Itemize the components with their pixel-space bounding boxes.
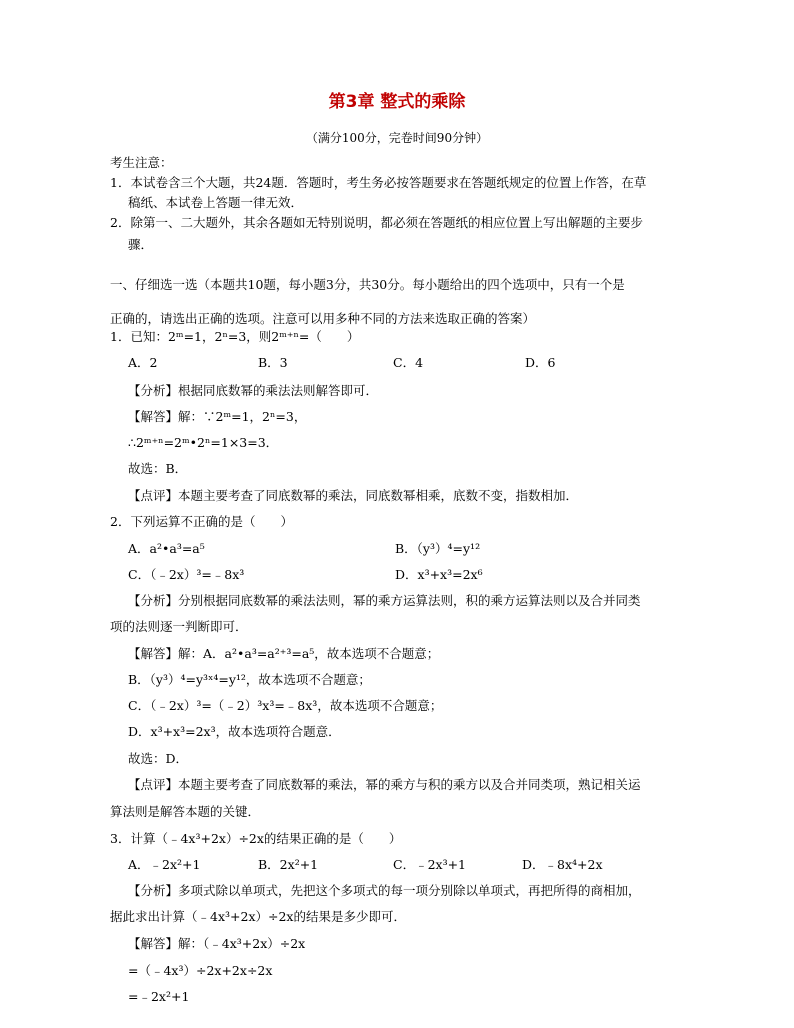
q1-option-c: C．4 <box>393 355 424 370</box>
section-heading: 一、仔细选一选（本题共10题，每小题3分，共30分。每小题给出的四个选项中，只有一个是 <box>110 277 625 292</box>
q3-solution: =（﹣4x³）÷2x+2x÷2x <box>128 963 273 978</box>
q2-comment-cont: 算法则是解答本题的关键． <box>110 804 261 819</box>
q2-solution: 【解答】解：A．a²•a³=a²⁺³=a⁵，故本选项不合题意； <box>128 646 440 661</box>
notice-heading: 考生注意： <box>110 155 173 170</box>
q1-option-a: A．2 <box>128 355 158 370</box>
notice-line: 2．除第一、二大题外，其余各题如无特别说明，都必须在答题纸的相应位置上写出解题的主要步 <box>110 215 643 230</box>
q2-solution: C．（﹣2x）³=（﹣2）³x³=﹣8x³，故本选项不合题意； <box>128 698 443 713</box>
notice-line: 1．本试卷含三个大题，共24题．答题时，考生务必按答题要求在答题纸规定的位置上作答，在草 <box>110 175 647 190</box>
q1-answer: 故选：B． <box>128 461 188 476</box>
q2-analysis: 【分析】分别根据同底数幂的乘法法则，幂的乘方运算法则，积的乘方运算法则以及合并同类 <box>128 593 641 608</box>
q2-option-b: B．（y³）⁴=y¹² <box>395 541 481 556</box>
page-title: 第3章 整式的乘除 <box>328 92 466 112</box>
q2-comment: 【点评】本题主要考查了同底数幂的乘法，幂的乘方与积的乘方以及合并同类项，熟记相关运 <box>128 777 641 792</box>
notice-line: 稿纸、本试卷上答题一律无效． <box>128 195 304 210</box>
q2-option-c: C．（﹣2x）³=﹣8x³ <box>128 567 245 582</box>
q3-option-c: C．﹣2x³+1 <box>393 857 467 872</box>
question-1-stem: 1．已知：2ᵐ=1，2ⁿ=3，则2ᵐ⁺ⁿ=（ ） <box>110 329 360 344</box>
q2-solution: D．x³+x³=2x³，故本选项符合题意． <box>128 724 341 739</box>
page-subtitle: （满分100分，完卷时间90分钟） <box>305 131 489 145</box>
q1-option-d: D．6 <box>525 355 556 370</box>
question-3-stem: 3．计算（﹣4x³+2x）÷2x的结果正确的是（ ） <box>110 831 402 846</box>
q3-option-b: B．2x²+1 <box>258 857 319 872</box>
question-2-stem: 2．下列运算不正确的是（ ） <box>110 514 293 529</box>
q1-option-b: B．3 <box>258 355 288 370</box>
q2-option-d: D．x³+x³=2x⁶ <box>395 567 483 582</box>
q3-solution: =﹣2x²+1 <box>128 989 190 1004</box>
q1-analysis: 【分析】根据同底数幂的乘法法则解答即可． <box>128 383 379 398</box>
section-heading-cont: 正确的，请选出正确的选项。注意可以用多种不同的方法来选取正确的答案） <box>110 311 536 326</box>
q1-solution: ∴2ᵐ⁺ⁿ=2ᵐ•2ⁿ=1×3=3． <box>128 435 279 450</box>
q3-option-d: D．﹣8x⁴+2x <box>522 857 603 872</box>
q1-comment: 【点评】本题主要考查了同底数幂的乘法，同底数幂相乘，底数不变，指数相加． <box>128 488 579 503</box>
q1-solution: 【解答】解：∵2ᵐ=1，2ⁿ=3， <box>128 409 307 424</box>
notice-line: 骤． <box>128 237 154 252</box>
q3-analysis: 【分析】多项式除以单项式，先把这个多项式的每一项分别除以单项式，再把所得的商相加， <box>128 883 641 898</box>
q2-option-a: A．a²•a³=a⁵ <box>128 541 205 556</box>
q2-solution: B．（y³）⁴=y³ˣ⁴=y¹²，故本选项不合题意； <box>128 672 371 687</box>
q3-option-a: A．﹣2x²+1 <box>128 857 201 872</box>
q2-analysis-cont: 项的法则逐一判断即可． <box>110 619 248 634</box>
q2-answer: 故选：D． <box>128 751 189 766</box>
q3-solution: 【解答】解：（﹣4x³+2x）÷2x <box>128 936 306 951</box>
q3-analysis-cont: 据此求出计算（﹣4x³+2x）÷2x的结果是多少即可． <box>110 909 406 924</box>
